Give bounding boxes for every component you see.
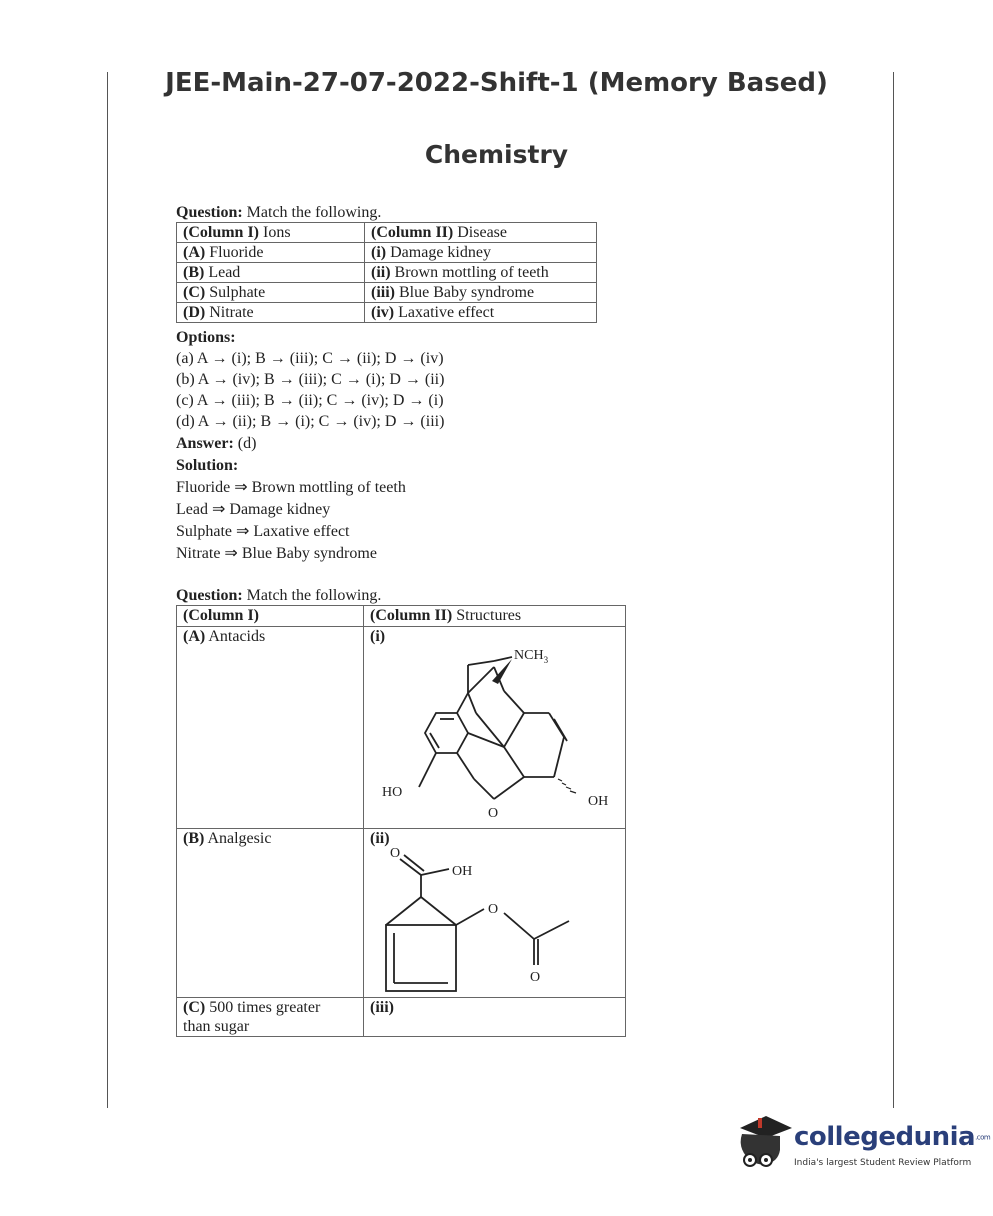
nch3-label: $NCH_3$ [514,648,549,665]
o-ester-label: O [488,902,499,917]
table-row: (A) Fluoride (i) Damage kidney [177,243,597,263]
oh-label: OH [588,794,609,809]
option-b: (b) A → (iv); B → (iii); C → (i); D → (ii) [176,371,445,388]
aspirin-structure [364,847,614,997]
table-row: (D) Nitrate (iv) Laxative effect [177,303,597,323]
solution-line: Lead ⇒ Damage kidney [176,501,331,518]
option-a: (a) A → (i); B → (iii); C → (ii); D → (iv) [176,350,444,367]
table-row: (C) 500 times greater than sugar (iii) [177,998,626,1037]
brand-name: collegedunia.com [794,1122,991,1152]
q1-prompt: Question: Match the following. [176,204,382,221]
left-border-line [107,72,108,1108]
option-d: (d) A → (ii); B → (i); C → (iv); D → (iii) [176,413,445,430]
oh-label: OH [452,864,473,879]
q2-prompt: Question: Match the following. [176,587,382,604]
page-title: JEE-Main-27-07-2022-Shift-1 (Memory Based) [165,68,828,98]
solution-label: Solution: [176,457,239,474]
brand-tagline: India's largest Student Review Platform [794,1158,972,1168]
table-row: (B) Analgesic (ii) O OH O O [177,829,626,998]
table-row: (C) Sulphate (iii) Blue Baby syndrome [177,283,597,303]
o-carbonyl-label: O [530,970,541,985]
subject-heading: Chemistry [424,140,569,169]
o-top-label: O [390,847,401,861]
q1-match-table [176,222,597,323]
table-row: (B) Lead (ii) Brown mottling of teeth [177,263,597,283]
o-label: O [488,806,499,821]
morphine-structure [364,629,614,824]
answer-line: Answer: (d) [176,435,257,452]
solution-line: Sulphate ⇒ Laxative effect [176,523,350,540]
table-header-row: (Column I) Ions (Column II) Disease [177,223,597,243]
right-border-line [893,72,894,1108]
options-label: Options: [176,329,236,346]
collegedunia-logo-icon [736,1110,792,1172]
table-header-row: (Column I) (Column II) Structures [177,606,626,627]
q2-match-table [176,605,626,1037]
ho-label: HO [382,785,403,800]
solution-line: Fluoride ⇒ Brown mottling of teeth [176,479,406,496]
solution-line: Nitrate ⇒ Blue Baby syndrome [176,545,377,562]
table-row: (A) Antacids (i) $NCH_3$ HO OH O [177,627,626,829]
option-c: (c) A → (iii); B → (ii); C → (iv); D → (i) [176,392,444,409]
